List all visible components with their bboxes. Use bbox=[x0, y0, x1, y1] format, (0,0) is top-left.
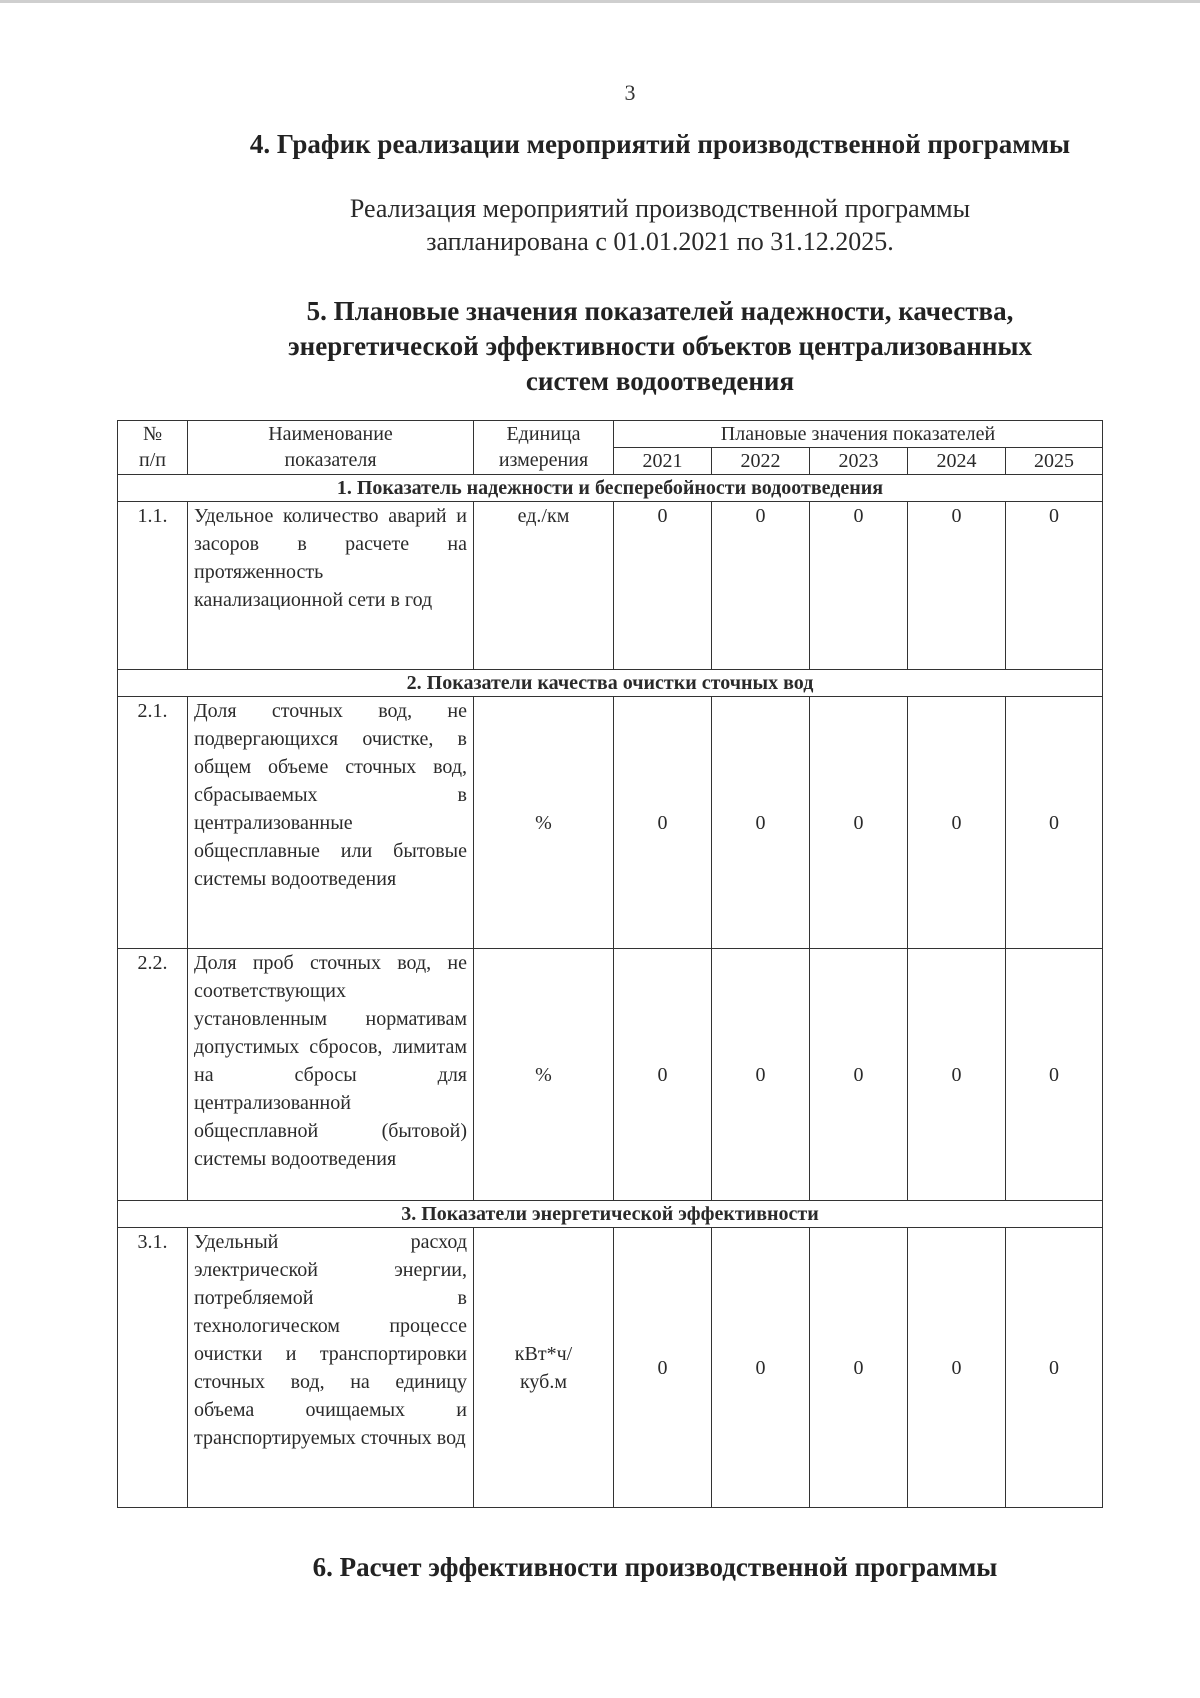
section-4-text-line-1: Реализация мероприятий производственной программы bbox=[349, 194, 971, 223]
section-4-text bbox=[280, 192, 1040, 258]
group-title: 3. Показатели энергетической эффективности bbox=[118, 1201, 1103, 1228]
header-name-line-1: Наименование bbox=[268, 423, 393, 445]
row-unit bbox=[474, 1228, 614, 1508]
row-value: 0 bbox=[712, 1228, 810, 1508]
page-number: 3 bbox=[624, 80, 636, 105]
row-num: 3.1. bbox=[118, 1228, 188, 1508]
row-value: 0 bbox=[614, 1228, 712, 1508]
section-4-text-line-2: запланирована с 01.01.2021 по 31.12.2025. bbox=[426, 227, 894, 256]
row-value: 0 bbox=[1006, 949, 1103, 1201]
scan-edge bbox=[0, 0, 1200, 3]
row-value: 0 bbox=[810, 949, 908, 1201]
row-unit: % bbox=[474, 949, 614, 1201]
header-plan-values: Плановые значения показателей bbox=[614, 421, 1103, 448]
header-year: 2024 bbox=[908, 448, 1006, 475]
row-value: 0 bbox=[908, 949, 1006, 1201]
section-6-heading: 6. Расчет эффективности производственной программы bbox=[312, 1552, 998, 1582]
row-value: 0 bbox=[1006, 697, 1103, 949]
row-unit: % bbox=[474, 697, 614, 949]
row-name: Доля сточных вод, не подвергающихся очистке, в общем объеме сточных вод, сбрасываемых в централизованные общесплавные или бытовые системы водоотведения bbox=[188, 697, 474, 949]
header-unit-line-1: Единица bbox=[506, 423, 581, 445]
group-2-title-row bbox=[118, 670, 1103, 697]
table-row bbox=[118, 1228, 1103, 1508]
row-unit-line-2: куб.м bbox=[519, 1370, 567, 1393]
header-unit-line-2: измерения bbox=[498, 449, 589, 471]
row-value: 0 bbox=[908, 697, 1006, 949]
section-5-heading-line-2: энергетической эффективности объектов централизованных bbox=[287, 331, 1032, 361]
row-value: 0 bbox=[712, 949, 810, 1201]
header-year: 2022 bbox=[712, 448, 810, 475]
row-unit: ед./км bbox=[474, 502, 614, 670]
row-name: Удельное количество аварий и засоров в расчете на протяженность канализационной сети в год bbox=[188, 502, 474, 670]
header-unit-cell bbox=[474, 421, 614, 475]
header-num-line-2: п/п bbox=[139, 449, 166, 471]
row-num: 2.2. bbox=[118, 949, 188, 1201]
header-name-line-2: показателя bbox=[284, 449, 377, 471]
row-num: 2.1. bbox=[118, 697, 188, 949]
section-4-heading: 4. График реализации мероприятий производственной программы bbox=[249, 129, 1071, 159]
table-row bbox=[118, 697, 1103, 949]
indicators-table bbox=[117, 420, 1103, 1508]
row-value: 0 bbox=[614, 502, 712, 670]
group-title: 2. Показатели качества очистки сточных вод bbox=[118, 670, 1103, 697]
row-value: 0 bbox=[1006, 1228, 1103, 1508]
group-3-title-row bbox=[118, 1201, 1103, 1228]
table-header-row-1 bbox=[118, 421, 1103, 448]
row-name: Удельный расход электрической энергии, потребляемой в технологическом процессе очистки и транспортировки сточных вод, на единицу объема очищаемых и транспортируемых сточных вод bbox=[188, 1228, 474, 1508]
header-num-line-1: № bbox=[142, 423, 163, 445]
row-value: 0 bbox=[712, 502, 810, 670]
row-value: 0 bbox=[810, 1228, 908, 1508]
row-value: 0 bbox=[810, 697, 908, 949]
table-row bbox=[118, 502, 1103, 670]
section-5-heading-line-3: систем водоотведения bbox=[525, 366, 795, 396]
row-value: 0 bbox=[810, 502, 908, 670]
row-value: 0 bbox=[712, 697, 810, 949]
header-num-cell bbox=[118, 421, 188, 475]
section-5-heading-line-1: 5. Плановые значения показателей надежности, качества, bbox=[306, 296, 1014, 326]
row-unit-line-1: кВт*ч/ bbox=[514, 1342, 573, 1365]
table-row bbox=[118, 949, 1103, 1201]
row-num: 1.1. bbox=[118, 502, 188, 670]
row-name: Доля проб сточных вод, не соответствующих установленным нормативам допустимых сбросов, лимитам на сбросы для централизованной общесплавной (бытовой) системы водоотведения bbox=[188, 949, 474, 1201]
header-year: 2023 bbox=[810, 448, 908, 475]
group-title: 1. Показатель надежности и бесперебойности водоотведения bbox=[118, 475, 1103, 502]
row-value: 0 bbox=[614, 697, 712, 949]
section-5-heading bbox=[220, 294, 1100, 399]
row-value: 0 bbox=[908, 502, 1006, 670]
row-value: 0 bbox=[614, 949, 712, 1201]
row-value: 0 bbox=[908, 1228, 1006, 1508]
group-1-title-row bbox=[118, 475, 1103, 502]
header-name-cell bbox=[188, 421, 474, 475]
header-year: 2025 bbox=[1006, 448, 1103, 475]
row-value: 0 bbox=[1006, 502, 1103, 670]
header-year: 2021 bbox=[614, 448, 712, 475]
